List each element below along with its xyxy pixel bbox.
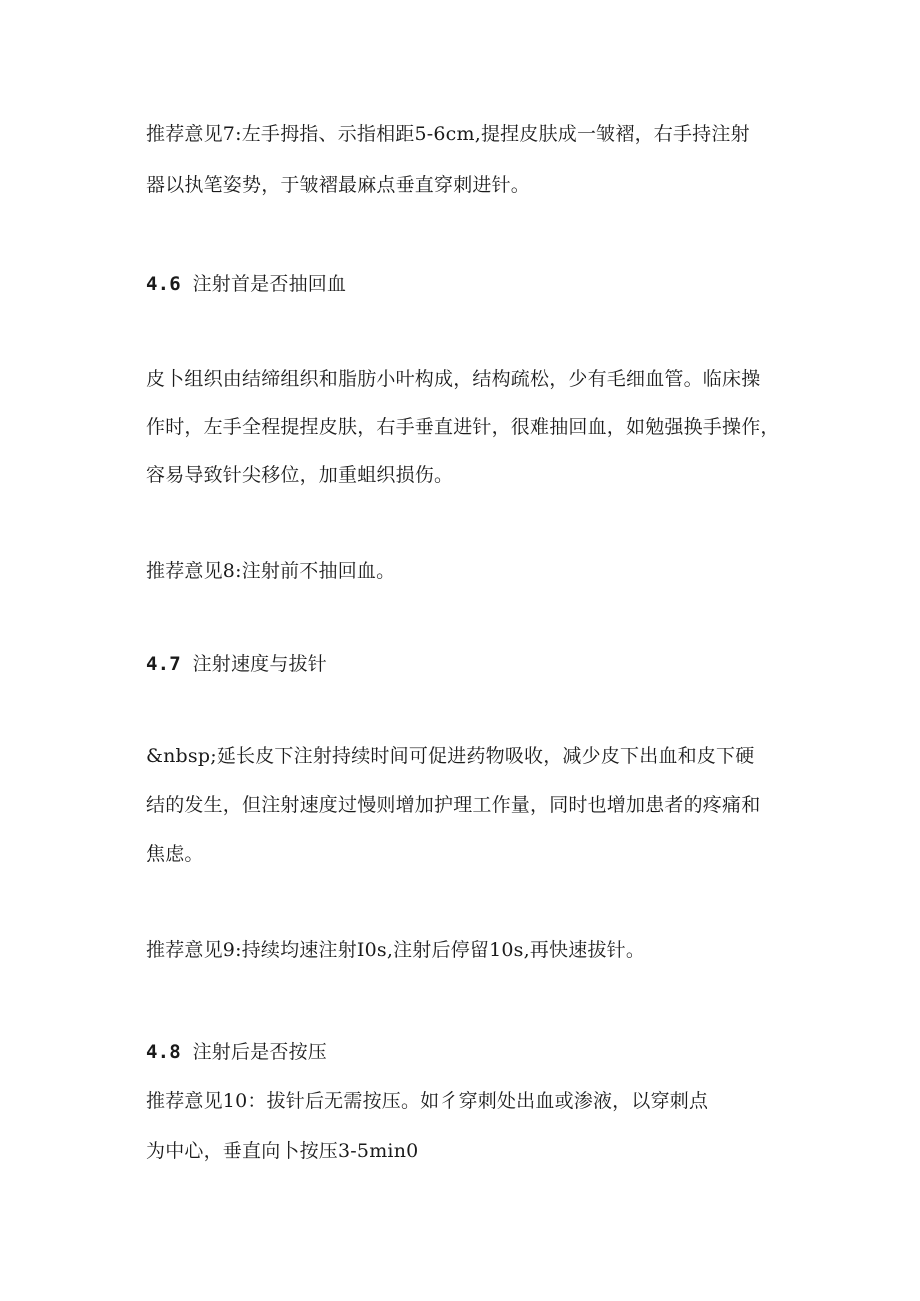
- section-title: 注射后是否按压: [192, 1041, 327, 1063]
- section-number: 4.8: [146, 1041, 181, 1063]
- recommendation-7-line-1: 推荐意见7:左手拇指、示指相距5-6cm,提捏皮肤成一皱褶，右手持注射: [146, 123, 750, 145]
- section-number: 4.7: [146, 653, 181, 675]
- paragraph-4-7-line-2: 结的发生，但注射速度过慢则增加护理工作量，同时也增加患者的疼痛和: [146, 794, 761, 816]
- section-heading-4-7: [146, 651, 327, 677]
- recommendation-8: 推荐意见8:注射前不抽回血。: [146, 560, 396, 582]
- section-heading-4-6: [146, 271, 346, 297]
- paragraph-4-6-line-2: 作时，左手全程提捏皮肤，右手垂直进针，很难抽回血，如勉强换手操作，: [146, 416, 780, 438]
- recommendation-9: 推荐意见9:持续均速注射I0s,注射后停留10s,再快速拔针。: [146, 939, 646, 961]
- section-title: 注射首是否抽回血: [192, 273, 347, 295]
- recommendation-10-line-1: 推荐意见10：拔针后无需按压。如彳穿刺处出血或渗液，以穿刺点: [146, 1090, 709, 1112]
- section-number: 4.6: [146, 273, 181, 295]
- section-heading-4-8: [146, 1039, 327, 1065]
- paragraph-4-6-line-3: 容易导致针尖移位，加重蛆织损伤。: [146, 464, 454, 486]
- recommendation-7-line-2: 器以执笔姿势，于皱褶最麻点垂直穿刺进针。: [146, 174, 531, 196]
- paragraph-4-7-line-3: 焦虑。: [146, 843, 204, 865]
- section-title: 注射速度与拔针: [192, 653, 327, 675]
- paragraph-4-6-line-1: 皮卜组织由结缔组织和脂肪小叶构成，结构疏松，少有毛细血管。临床操: [146, 368, 761, 390]
- recommendation-10-line-2: 为中心，垂直向卜按压3-5min0: [146, 1140, 419, 1162]
- paragraph-4-7-line-1: &nbsp;延长皮下注射持续时间可促进药物吸收，减少皮下出血和皮下硬: [146, 745, 755, 767]
